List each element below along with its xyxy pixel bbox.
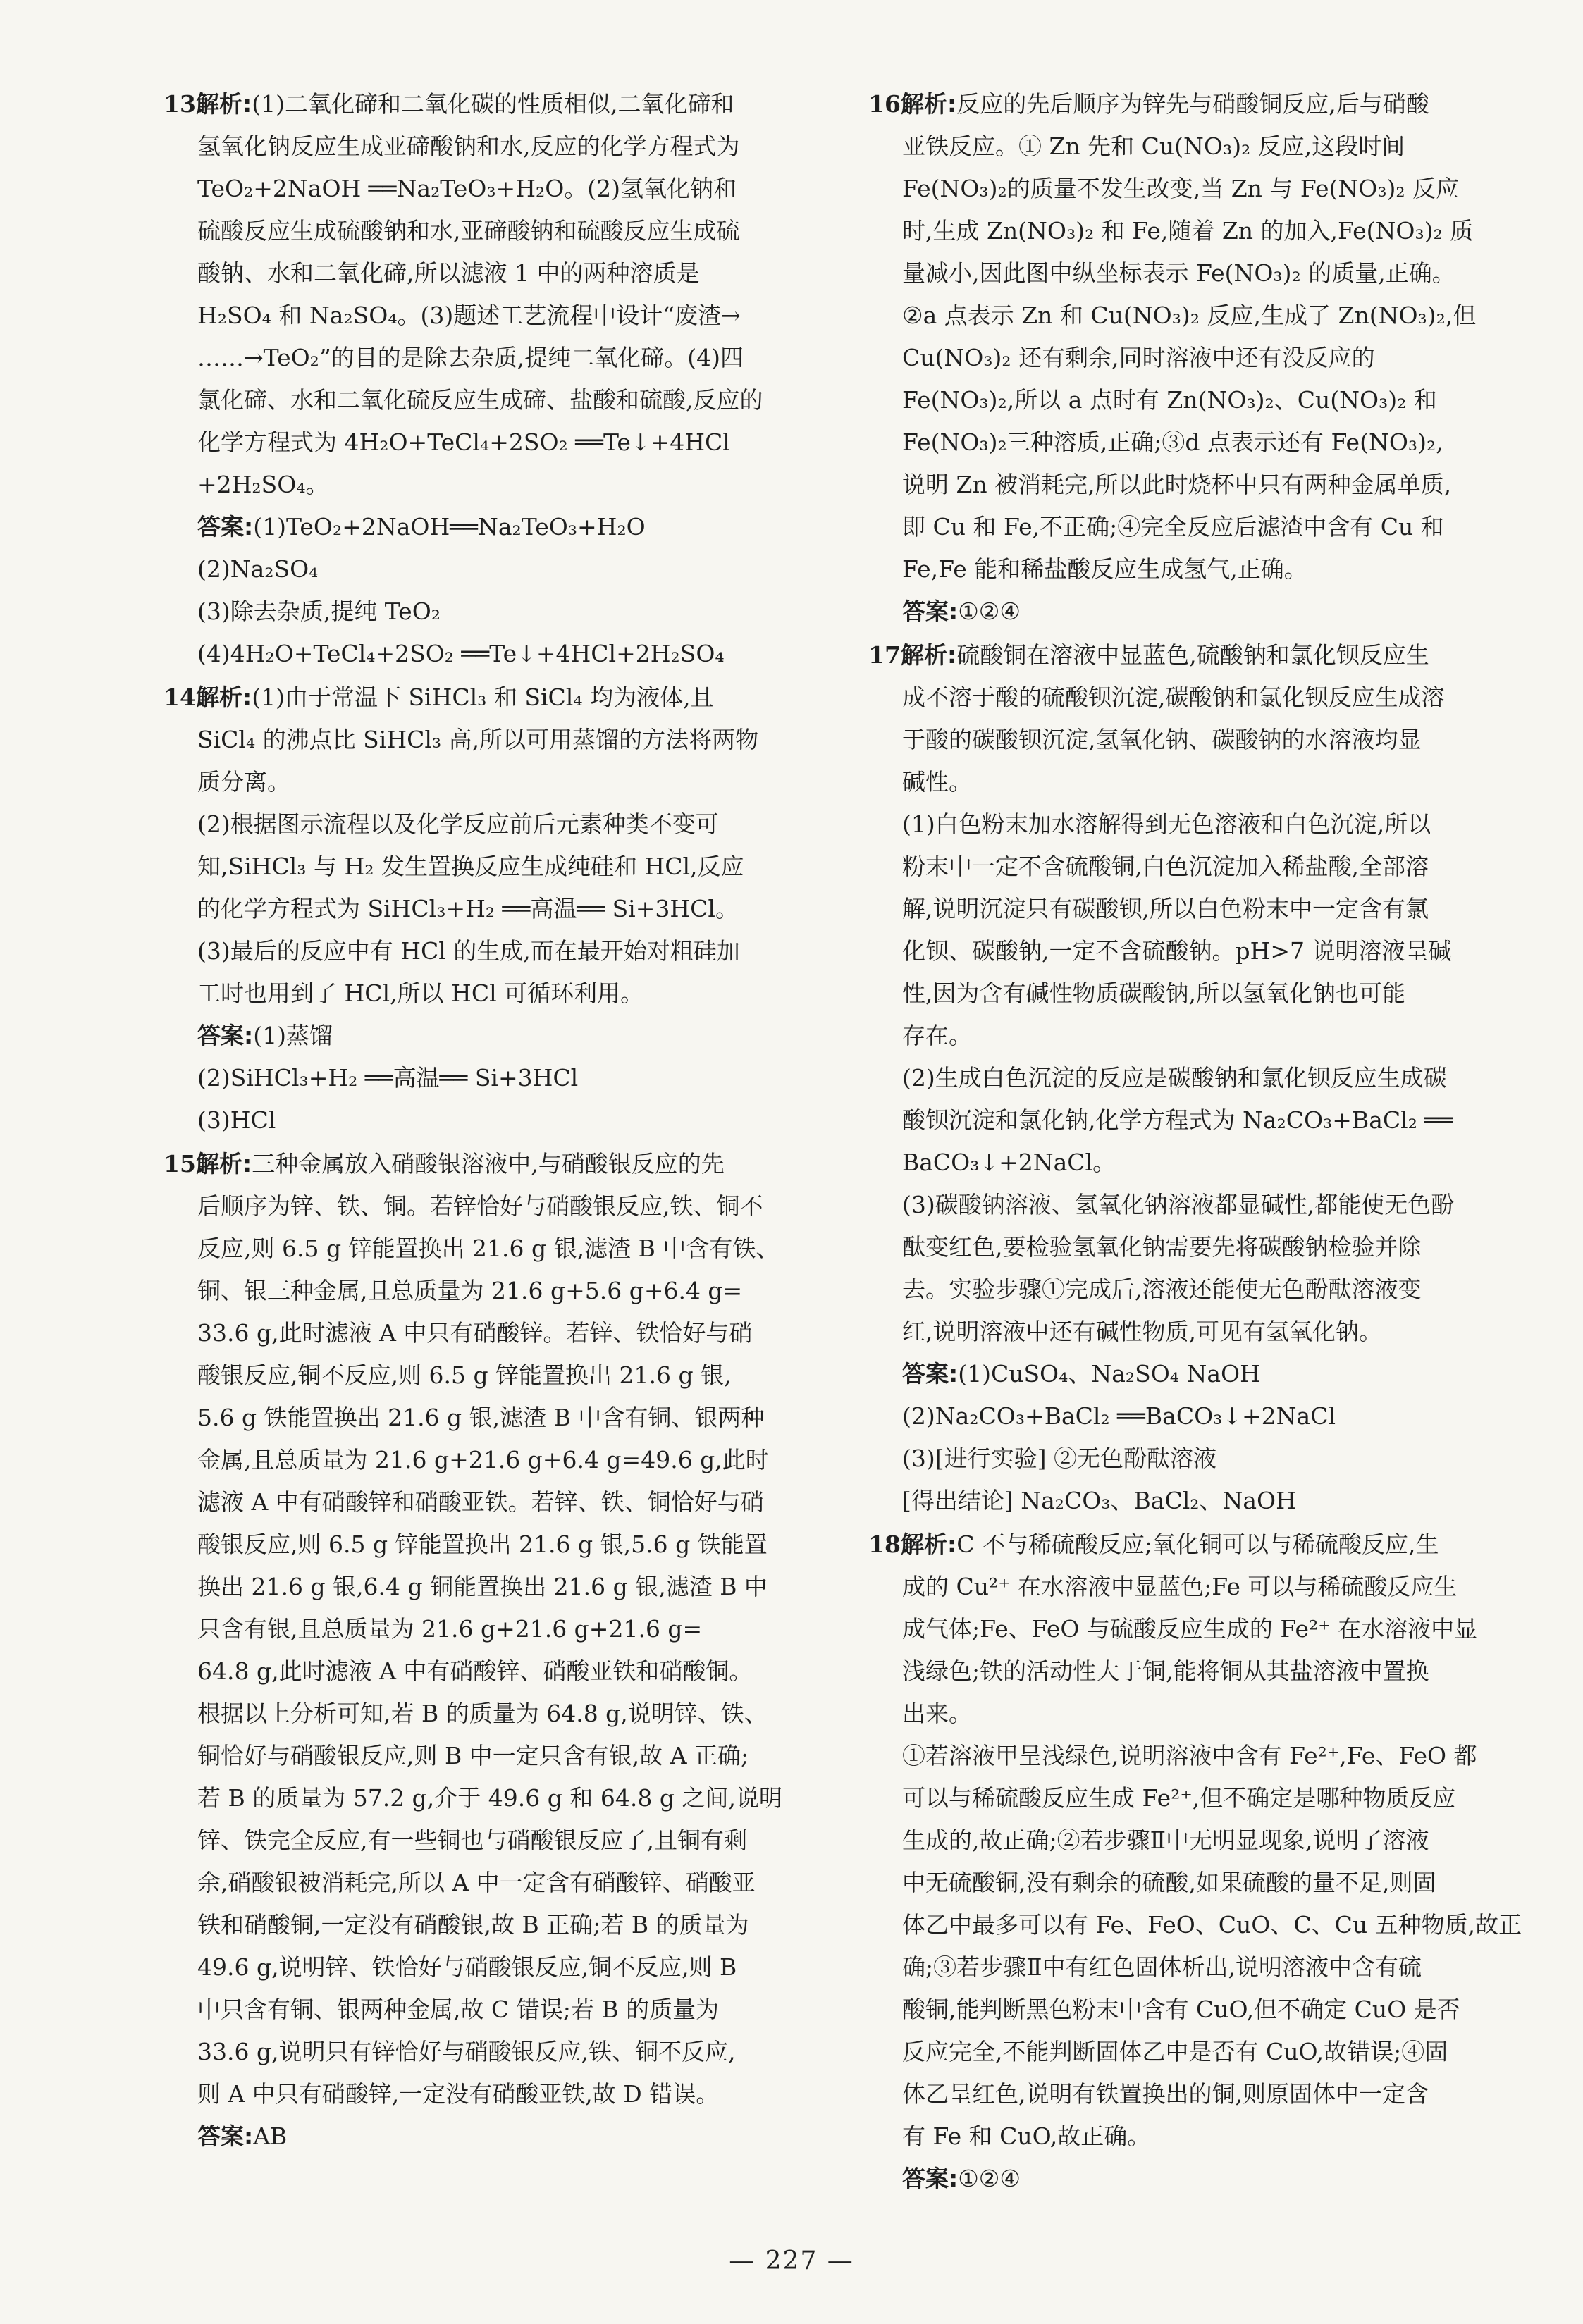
analysis-line: 可以与稀硫酸反应生成 Fe²⁺,但不确定是哪种物质反应	[902, 1784, 1456, 1812]
analysis-label: 解析:	[901, 1531, 957, 1558]
analysis-line: Fe(NO₃)₂三种溶质,正确;③d 点表示还有 Fe(NO₃)₂,	[902, 428, 1443, 456]
analysis-line: 锌、铁完全反应,有一些铜也与硝酸银反应了,且铜有剩	[197, 1827, 747, 1854]
question-number: 18.	[868, 1531, 909, 1558]
analysis-line: 于酸的碳酸钡沉淀,氢氧化钠、碳酸钠的水溶液均显	[902, 726, 1422, 753]
analysis-line: 体乙呈红色,说明有铁置换出的铜,则原固体中一定含	[902, 2080, 1429, 2108]
answer-line: (3)[进行实验] ②无色酚酞溶液	[902, 1445, 1216, 1472]
analysis-line: 粉末中一定不含硫酸铜,白色沉淀加入稀盐酸,全部溶	[902, 853, 1429, 880]
analysis-line: 中只含有铜、银两种金属,故 C 错误;若 B 的质量为	[197, 1996, 720, 2023]
analysis-line: BaCO₃↓+2NaCl。	[902, 1149, 1116, 1176]
analysis-line: 33.6 g,说明只有锌恰好与硝酸银反应,铁、铜不反应,	[197, 2038, 736, 2065]
analysis-label: 解析:	[901, 90, 957, 118]
answer-label: 答案:	[902, 2165, 959, 2192]
analysis-line: ②a 点表示 Zn 和 Cu(NO₃)₂ 反应,生成了 Zn(NO₃)₂,但	[902, 302, 1477, 329]
analysis-line: 说明 Zn 被消耗完,所以此时烧杯中只有两种金属单质,	[902, 471, 1452, 498]
question-number: 15.	[164, 1150, 204, 1178]
analysis-label: 解析:	[196, 90, 252, 118]
analysis-line: 工时也用到了 HCl,所以 HCl 可循环利用。	[197, 979, 644, 1007]
analysis-line: 铜、银三种金属,且总质量为 21.6 g+5.6 g+6.4 g=	[197, 1277, 743, 1304]
analysis-line: 反应完全,不能判断固体乙中是否有 CuO,故错误;④固	[902, 2038, 1448, 2065]
answer-line: (2)Na₂SO₄	[197, 555, 319, 583]
answer-line: (1)CuSO₄、Na₂SO₄ NaOH	[958, 1360, 1260, 1387]
analysis-line: 成气体;Fe、FeO 与硫酸反应生成的 Fe²⁺ 在水溶液中显	[902, 1615, 1478, 1643]
analysis-line: 换出 21.6 g 银,6.4 g 铜能置换出 21.6 g 银,滤渣 B 中	[197, 1573, 768, 1600]
analysis-line: TeO₂+2NaOH ══Na₂TeO₃+H₂O。(2)氢氧化钠和	[197, 175, 737, 202]
analysis-line: 滤液 A 中有硝酸锌和硝酸亚铁。若锌、铁、铜恰好与硝	[197, 1488, 764, 1516]
analysis-line: 氯化碲、水和二氧化硫反应生成碲、盐酸和硫酸,反应的	[197, 386, 763, 414]
analysis-label: 解析:	[196, 684, 252, 711]
analysis-line: 确;③若步骤Ⅱ中有红色固体析出,说明溶液中含有硫	[902, 1953, 1422, 1981]
analysis-line: 酸银反应,则 6.5 g 锌能置换出 21.6 g 银,5.6 g 铁能置	[197, 1531, 768, 1558]
left-column	[164, 83, 840, 2159]
question-16	[868, 83, 1545, 633]
analysis-line: Fe,Fe 能和稀盐酸反应生成氢气,正确。	[902, 555, 1307, 583]
analysis-line: 性,因为含有碱性物质碳酸钠,所以氢氧化钠也可能	[902, 979, 1405, 1007]
answer-label: 答案:	[197, 1022, 254, 1049]
analysis-line: C 不与稀硫酸反应;氧化铜可以与稀硫酸反应,生	[956, 1531, 1439, 1558]
answer-line: [得出结论] Na₂CO₃、BaCl₂、NaOH	[902, 1487, 1296, 1514]
question-14	[164, 676, 840, 1142]
analysis-line: 硫酸铜在溶液中显蓝色,硫酸钠和氯化钡反应生	[956, 641, 1429, 669]
analysis-line: 存在。	[902, 1022, 972, 1049]
analysis-line: 酸钠、水和二氧化碲,所以滤液 1 中的两种溶质是	[197, 259, 700, 287]
analysis-line: 中无硫酸铜,没有剩余的硫酸,如果硫酸的量不足,则固	[902, 1869, 1436, 1896]
analysis-line: (1)白色粉末加水溶解得到无色溶液和白色沉淀,所以	[902, 810, 1431, 838]
answer-text: ①②④	[958, 2165, 1021, 2192]
analysis-line: (2)生成白色沉淀的反应是碳酸钠和氯化钡反应生成碳	[902, 1064, 1447, 1092]
analysis-line: H₂SO₄ 和 Na₂SO₄。(3)题述工艺流程中设计“废渣→	[197, 302, 741, 329]
analysis-label: 解析:	[901, 641, 957, 669]
question-number: 17.	[868, 641, 909, 669]
analysis-line: +2H₂SO₄。	[197, 471, 329, 498]
analysis-line: 若 B 的质量为 57.2 g,介于 49.6 g 和 64.8 g 之间,说明	[197, 1784, 782, 1812]
analysis-line: 的化学方程式为 SiHCl₃+H₂ ══高温══ Si+3HCl。	[197, 895, 739, 922]
question-number: 13.	[164, 90, 204, 118]
question-18	[868, 1523, 1545, 2200]
analysis-line: 出来。	[902, 1700, 972, 1727]
question-17	[868, 634, 1545, 1522]
answer-line: (1)TeO₂+2NaOH══Na₂TeO₃+H₂O	[253, 513, 646, 540]
analysis-line: (1)由于常温下 SiHCl₃ 和 SiCl₄ 均为液体,且	[252, 684, 714, 711]
analysis-line: 去。实验步骤①完成后,溶液还能使无色酚酞溶液变	[902, 1275, 1422, 1303]
analysis-line: ……→TeO₂”的目的是除去杂质,提纯二氧化碲。(4)四	[197, 344, 744, 371]
analysis-line: 化钡、碳酸钠,一定不含硫酸钠。pH>7 说明溶液呈碱	[902, 937, 1452, 965]
analysis-line: (3)最后的反应中有 HCl 的生成,而在最开始对粗硅加	[197, 937, 740, 965]
question-13	[164, 83, 840, 675]
analysis-line: 知,SiHCl₃ 与 H₂ 发生置换反应生成纯硅和 HCl,反应	[197, 853, 744, 880]
analysis-line: 金属,且总质量为 21.6 g+21.6 g+6.4 g=49.6 g,此时	[197, 1446, 769, 1473]
analysis-label: 解析:	[196, 1150, 252, 1178]
analysis-line: 5.6 g 铁能置换出 21.6 g 银,滤渣 B 中含有铜、银两种	[197, 1404, 765, 1431]
analysis-line: Cu(NO₃)₂ 还有剩余,同时溶液中还有没反应的	[902, 344, 1375, 371]
analysis-line: Fe(NO₃)₂的质量不发生改变,当 Zn 与 Fe(NO₃)₂ 反应	[902, 175, 1460, 202]
analysis-line: 时,生成 Zn(NO₃)₂ 和 Fe,随着 Zn 的加入,Fe(NO₃)₂ 质	[902, 217, 1474, 245]
analysis-line: 铁和硝酸铜,一定没有硝酸银,故 B 正确;若 B 的质量为	[197, 1911, 749, 1939]
analysis-line: (3)碳酸钠溶液、氢氧化钠溶液都显碱性,都能使无色酚	[902, 1191, 1455, 1218]
analysis-line: 酸铜,能判断黑色粉末中含有 CuO,但不确定 CuO 是否	[902, 1996, 1460, 2023]
analysis-line: 三种金属放入硝酸银溶液中,与硝酸银反应的先	[252, 1150, 725, 1178]
analysis-line: 33.6 g,此时滤液 A 中只有硝酸锌。若锌、铁恰好与硝	[197, 1319, 753, 1347]
analysis-line: 反应的先后顺序为锌先与硝酸铜反应,后与硝酸	[956, 90, 1429, 118]
analysis-line: 即 Cu 和 Fe,不正确;④完全反应后滤渣中含有 Cu 和	[902, 513, 1444, 540]
analysis-line: 量减小,因此图中纵坐标表示 Fe(NO₃)₂ 的质量,正确。	[902, 259, 1455, 287]
answer-line: (2)SiHCl₃+H₂ ══高温══ Si+3HCl	[197, 1064, 579, 1092]
analysis-line: 根据以上分析可知,若 B 的质量为 64.8 g,说明锌、铁、	[197, 1700, 768, 1727]
right-column	[868, 83, 1545, 2201]
analysis-line: 氢氧化钠反应生成亚碲酸钠和水,反应的化学方程式为	[197, 132, 740, 160]
answer-line: (3)HCl	[197, 1106, 276, 1134]
analysis-line: (1)二氧化碲和二氧化碳的性质相似,二氧化碲和	[252, 90, 734, 118]
answer-label: 答案:	[197, 2122, 254, 2150]
analysis-line: 酞变红色,要检验氢氧化钠需要先将碳酸钠检验并除	[902, 1233, 1422, 1261]
answer-text: ①②④	[958, 598, 1021, 625]
analysis-line: 碱性。	[902, 768, 972, 796]
analysis-line: 64.8 g,此时滤液 A 中有硝酸锌、硝酸亚铁和硝酸铜。	[197, 1657, 753, 1685]
question-number: 16.	[868, 90, 909, 118]
analysis-line: (2)根据图示流程以及化学反应前后元素种类不变可	[197, 810, 719, 838]
analysis-line: 生成的,故正确;②若步骤Ⅱ中无明显现象,说明了溶液	[902, 1827, 1429, 1854]
answer-text: AB	[253, 2122, 288, 2150]
answer-line: (1)蒸馏	[253, 1022, 333, 1049]
analysis-line: 反应,则 6.5 g 锌能置换出 21.6 g 银,滤渣 B 中含有铁、	[197, 1235, 780, 1262]
answer-label: 答案:	[902, 598, 959, 625]
analysis-line: 化学方程式为 4H₂O+TeCl₄+2SO₂ ══Te↓+4HCl	[197, 428, 730, 456]
question-15	[164, 1143, 840, 2158]
question-number: 14.	[164, 684, 204, 711]
page-number: — 227 —	[729, 2246, 854, 2275]
analysis-line: 解,说明沉淀只有碳酸钡,所以白色粉末中一定含有氯	[902, 895, 1429, 922]
answer-line: (2)Na₂CO₃+BaCl₂ ══BaCO₃↓+2NaCl	[902, 1402, 1336, 1430]
analysis-line: 酸钡沉淀和氯化钠,化学方程式为 Na₂CO₃+BaCl₂ ══	[902, 1106, 1453, 1134]
answer-line: (4)4H₂O+TeCl₄+2SO₂ ══Te↓+4HCl+2H₂SO₄	[197, 640, 725, 667]
analysis-line: ①若溶液甲呈浅绿色,说明溶液中含有 Fe²⁺,Fe、FeO 都	[902, 1742, 1477, 1769]
analysis-line: 成不溶于酸的硫酸钡沉淀,碳酸钠和氯化钡反应生成溶	[902, 684, 1445, 711]
analysis-line: 只含有银,且总质量为 21.6 g+21.6 g+21.6 g=	[197, 1615, 703, 1643]
analysis-line: 则 A 中只有硝酸锌,一定没有硝酸亚铁,故 D 错误。	[197, 2080, 720, 2108]
analysis-line: Fe(NO₃)₂,所以 a 点时有 Zn(NO₃)₂、Cu(NO₃)₂ 和	[902, 386, 1437, 414]
analysis-line: 49.6 g,说明锌、铁恰好与硝酸银反应,铜不反应,则 B	[197, 1953, 737, 1981]
answer-label: 答案:	[902, 1360, 959, 1387]
analysis-line: 亚铁反应。① Zn 先和 Cu(NO₃)₂ 反应,这段时间	[902, 132, 1405, 160]
analysis-line: 硫酸反应生成硫酸钠和水,亚碲酸钠和硫酸反应生成硫	[197, 217, 740, 245]
analysis-line: 后顺序为锌、铁、铜。若锌恰好与硝酸银反应,铁、铜不	[197, 1192, 763, 1220]
analysis-line: 红,说明溶液中还有碱性物质,可见有氢氧化钠。	[902, 1318, 1382, 1345]
analysis-line: 成的 Cu²⁺ 在水溶液中显蓝色;Fe 可以与稀硫酸反应生	[902, 1573, 1458, 1600]
analysis-line: 酸银反应,铜不反应,则 6.5 g 锌能置换出 21.6 g 银,	[197, 1361, 732, 1389]
analysis-line: 铜恰好与硝酸银反应,则 B 中一定只含有银,故 A 正确;	[197, 1742, 749, 1769]
analysis-line: 有 Fe 和 CuO,故正确。	[902, 2122, 1151, 2150]
analysis-line: 余,硝酸银被消耗完,所以 A 中一定含有硝酸锌、硝酸亚	[197, 1869, 756, 1896]
analysis-line: 体乙中最多可以有 Fe、FeO、CuO、C、Cu 五种物质,故正	[902, 1911, 1522, 1939]
analysis-line: SiCl₄ 的沸点比 SiHCl₃ 高,所以可用蒸馏的方法将两物	[197, 726, 759, 753]
answer-line: (3)除去杂质,提纯 TeO₂	[197, 598, 441, 625]
answer-label: 答案:	[197, 513, 254, 540]
analysis-line: 浅绿色;铁的活动性大于铜,能将铜从其盐溶液中置换	[902, 1657, 1429, 1685]
analysis-line: 质分离。	[197, 768, 290, 796]
